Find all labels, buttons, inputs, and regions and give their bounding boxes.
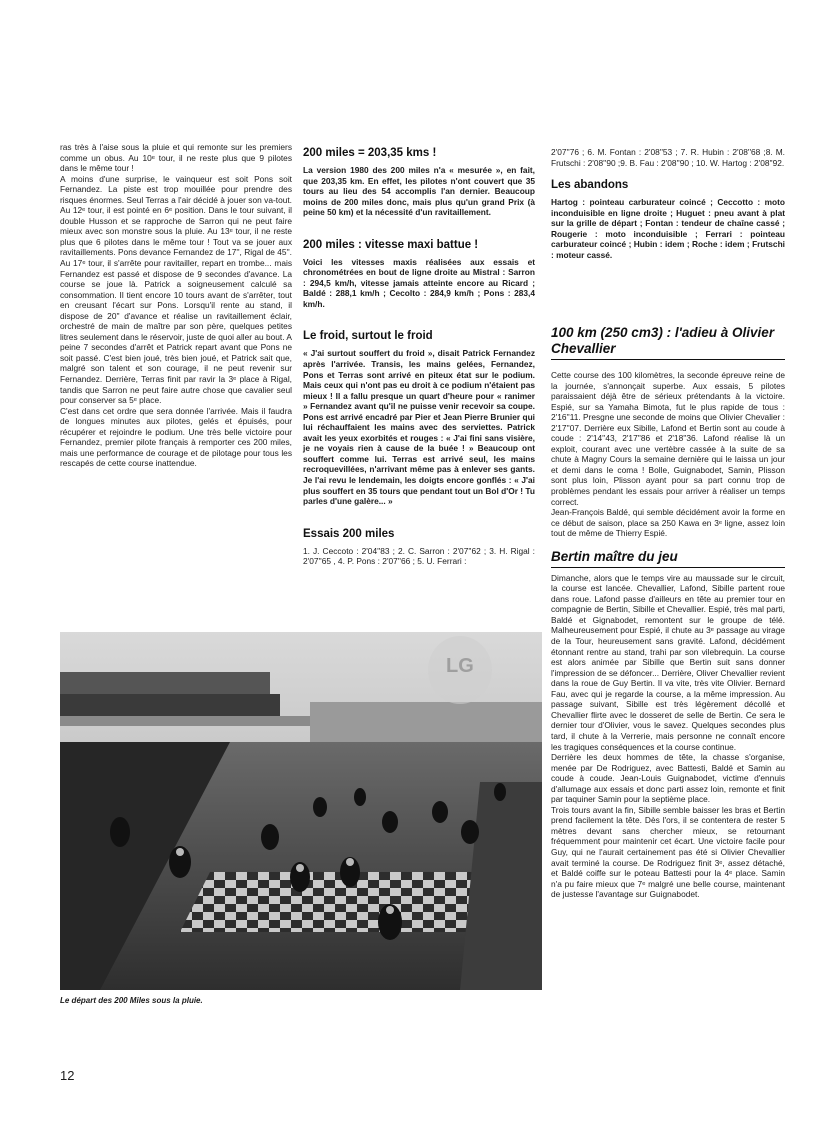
page-number: 12 (60, 1068, 75, 1083)
section-text: Voici les vitesses maxis réalisées aux essais et chronométrées en bout de ligne droite au Mistral : Sarron : 294,5 km/h, vitesse jamais atteinte encore au Ricard ; Baldé : 288,1 km/h ; Cecolto : 284,9 km/h ; Pons : 283,4 km/h. (303, 256, 535, 309)
paragraph: Jean-François Baldé, qui semble décidément avoir la forme en ce début de saison, place sa 250 Kawa en 3ᵉ ligne, assez loin tout de même de Thierry Espié. (551, 507, 785, 539)
section-text: La version 1980 des 200 miles n'a « mesurée », en fait, que 203,35 km. En effet, les pilotes n'ont couvert que 35 tours au lieu des 54 accomplis l'an dernier. Beaucoup moins de 200 miles donc, mais plus qu'un grand Prix (à peine 50 km) et la nécessité d'un ravitaillement. (303, 165, 535, 218)
paragraph: Derrière les deux hommes de tête, la chasse s'organise, menée par De Rodriguez, avec Battesti, Baldé et Samin au coude à coude. Jean-Louis Guignabodet, victime d'ennuis d'allumage aux essais et donc parti assez loin, remonte et finit par taquiner Samin pour la septième place. (551, 752, 785, 805)
section-text: 1. J. Ceccoto : 2'04''83 ; 2. C. Sarron : 2'07''62 ; 3. H. Rigal : 2'07''65 , 4. P. Pons : 2'07''66 ; 5. U. Ferrari : (303, 545, 535, 567)
abandons-text: Hartog : pointeau carburateur coincé ; Ceccotto : moto inconduisible en ligne droite ; Huguet : pneu avant à plat sur la grille de départ ; Fontan : tendeur de chaîne cassé ; Rougerie : moto inconduisible ; Ferrari : pointeau carburateur coincé ; Hubin : idem ; Roche : idem ; Frutschi : moteur cassé. (551, 197, 785, 260)
race-start-photo (60, 632, 542, 990)
watermark-logo: LG (446, 655, 474, 677)
section-heading: Le froid, surtout le froid (303, 330, 433, 343)
paragraph: C'est dans cet ordre que sera donnée l'arrivée. Mais il faudra de longues minutes aux pilotes, gelés et épuisés, pour récupérer et rejoindre le podium. Une très belle victoire pour Fernandez, premier pilote français à remporter ces 200 miles, mais une performance de courage et de pilotage pour tous les rescapés de cette course inattendue. (60, 405, 292, 469)
paragraph: Dimanche, alors que le temps vire au maussade sur le circuit, la course est lancée. Chevallier, Lafond, Sibille partent roue dans roue. Lafond passe d'ailleurs en tête au premier tour en compagnie de Bertin, Sibille et Chevallier. Espié, très mal parti, Baldé et Gignabodet, remontent sur le groupe de télé. Malheureusement pour Espié, il chute au 3ᵉ passage au virage de la Tour, heureusement sans gravité. Lafond, décidément étonnant rentre au stand, trahi par son vilebrequin. La course est alors animée par Sibille que Bertin suit sans donner l'impression de se défoncer... Derrière, Oliver Chevallier revient dans la roue de Guy Bertin. Il va vite, très vite Olivier. Bernard Fau, avec qui je regarde la course, a la même impression. Au passage suivant, Sibille est très légèrement décollé et Chevallier flirte avec le dosseret de selle de Bertin. Ce sera le dernier tour d'Olivier, vous le savez. Quelques secondes plus tard, il chute à la Verrerie, mais personne ne connaît encore les tragiques conséquences et la course continue. (551, 572, 785, 752)
paragraph: A moins d'une surprise, le vainqueur est soit Pons soit Fernandez. La piste est trop mouillée pour prendre des risques énormes. Seul Terras a l'air décidé à jouer son va-tout. Au 12ᵉ tour, il est pointé en 6ᵉ position. Dans le tour suivant, il double Husson et se rapproche de Sarron qui ne peut faire mieux avec son monstre sous la pluie. Au 13ᵉ tour, il ne reste plus que 6 pilotes dans le même tour ! Tout va se jouer aux ravitaillements. Pons devance Fernandez de 17'', Rigal de 45''. Au 17ᵉ tour, il s'arrête pour ravitailler, repart en trombe... mais Fernandez est passé et dispose de 9 secondes d'avance. La course se joue là. Patrick a soigneusement calculé sa consommation. Il tient encore 10 tours avant de s'arrêter, tout en creusant l'écart sur Pons. Lorsqu'il rente au stand, il dispose de 20'' d'avance et réalise un ravitaillement éclair, orchestré de main de maître par son père, quelques petites litres seulement dans le réservoir, juste de quoi aller au bout. A peine 7 secondes d'arrêt et Patrick repart avant que Pons ne soit passé. C'est bien joué, très bien joué, et Patrick sait que, malgré son talent et son courage, il ne peut revenir sur Fernandez. Derrière, Terras finit par ravir la 3ᵉ place à Rigal, tandis que Sarron ne peut faire autre chose que cavalier seul pour conserver sa 5ᵉ place. (60, 173, 292, 406)
article-heading: Bertin maître du jeu (551, 549, 785, 568)
paragraph: Trois tours avant la fin, Sibille semble baisser les bras et Bertin prend facilement la tête. Dès l'ors, il se contentera de rester 5 mètres devant sans chercher mieux, se retournant fréquemment pour maintenir cet écart. Une victoire facile pour Guy, qui ne l'aurait certainement pas été si Olivier Chevallier avait terminé la course. De Rodriguez finit 3ᵉ, assez détaché, et Baldé coiffe sur le poteau Battesti pour la 4ᵉ place. Samin n'a pu faire mieux que 7ᵉ malgré une belle course, maintenant de justesse l'avantage sur Guignabodet. (551, 804, 785, 900)
paragraph: Cette course des 100 kilomètres, la seconde épreuve reine de la journée, s'annonçait superbe. Aux essais, 5 pilotes paraissaient déjà être de sérieux prétendants à la victoire. Espié, sur sa Yamaha Bimota, fut le plus rapide de tous : 2'16''11. Presgne une seconde de moins que Olivier Chevalier : 2'17''07. Derrière eux Sibille, Lafond et Bertin sont au coude à coude : 2'14''43, 2'17''86 et 2'18''36. Lafond réalise là un exploit, courant avec une vertèbre cassée à la suite de sa chute à Magny Cours la semaine dernière qui le laissa un jour et demi dans le coma ! Bolle, Guignabodet, Samin, Plisson sont plus loin, Plisson ayant pour sa part connu trop de problèmes pendant les essais pour arriver à réaliser un temps correct. (551, 370, 785, 507)
section-heading: 200 miles = 203,35 kms ! (303, 147, 437, 159)
column-1 (60, 142, 292, 469)
section-text: « J'ai surtout souffert du froid », disait Patrick Fernandez après l'arrivée. Transis, les mains gelées, Fernandez, Pons et Terras sont arrivé en piteux état sur le podium. Mais ceux qui n'ont pas eu droit à ce podium n'étaient pas mieux ! Il a fallu presque un quart d'heure pour « ranimer » Fernandez avant qu'il ne puisse venir recevoir sa coupe. Pons est arrivé encadré par Pier et Jean Pierre Brunier qui lui réchauffaient les mains avec des serviettes. Patrick avait les yeux exorbités et rouges : « J'ai fini sans visière, je ne voyais rien à cause de la buée ! » Beaucoup ont souffert comme lui. Terras est arrivé seul, les mains recroquevillées, n'arrivant même pas à enlever ses gants. Je l'ai revu le lendemain, les doigts encore gonflés : « J'ai plus souffert en 35 tours que pendant tout un Bol d'Or ! Tu parles d'une galère... » (303, 348, 535, 507)
column-3-top (551, 147, 785, 260)
essais-continued: 2'07''76 ; 6. M. Fontan : 2'08''53 ; 7. R. Hubin : 2'08''68 ;8. M. Frutschi : 2'08''90 ;9. B. Fau : 2'08''90 ; 10. W. Hartog : 2'08''92. (551, 147, 785, 168)
paragraph: ras très à l'aise sous la pluie et qui remonte sur les premiers comme un obus. Au 10ᵉ tour, il ne reste plus que 9 pilotes dans le même tour ! (60, 142, 292, 174)
section-heading: Les abandons (551, 179, 629, 192)
column-2 (303, 146, 535, 567)
column-3-main (551, 325, 785, 900)
photo-caption: Le départ des 200 Miles sous la pluie. (60, 996, 203, 1005)
section-heading: 200 miles : vitesse maxi battue ! (303, 238, 479, 251)
article-heading: 100 km (250 cm3) : l'adieu à Olivier Chevallier (551, 325, 785, 360)
section-heading: Essais 200 miles (303, 527, 395, 540)
